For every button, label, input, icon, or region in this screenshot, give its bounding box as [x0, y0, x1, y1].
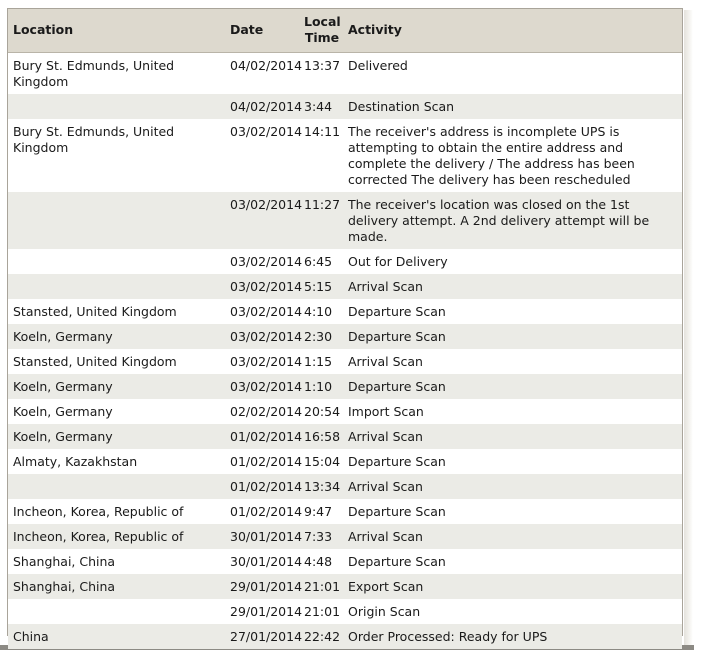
cell-location	[8, 599, 226, 624]
cell-location: Stansted, United Kingdom	[13, 303, 177, 319]
cell-activity: Import Scan	[348, 403, 424, 419]
cell-local-time: 13:37	[304, 57, 341, 73]
cell-local-time: 4:10	[304, 303, 333, 319]
cell-date: 01/02/2014	[230, 453, 303, 469]
cell-local-time: 11:27	[304, 196, 341, 212]
table-row	[8, 474, 682, 499]
cell-date: 03/02/2014	[230, 328, 303, 344]
table-row	[8, 52, 682, 94]
cell-location	[8, 274, 226, 299]
table-row	[8, 499, 682, 524]
column-header-local-time-line1: Local	[304, 14, 341, 30]
cell-location: Koeln, Germany	[13, 428, 113, 444]
cell-activity: Destination Scan	[348, 98, 455, 114]
cell-local-time: 4:48	[304, 553, 333, 569]
table-row	[8, 94, 682, 119]
cell-date: 03/02/2014	[230, 196, 303, 212]
cell-date: 04/02/2014	[230, 98, 303, 114]
table-row	[8, 449, 682, 474]
cell-location: Koeln, Germany	[13, 328, 113, 344]
cell-activity: Export Scan	[348, 578, 424, 594]
shipment-progress-table	[8, 9, 682, 649]
table-row	[8, 249, 682, 274]
cell-location: Shanghai, China	[13, 553, 116, 569]
table-row	[8, 299, 682, 324]
cell-date: 04/02/2014	[230, 57, 303, 73]
cell-location: Koeln, Germany	[13, 403, 113, 419]
cell-local-time: 5:15	[304, 278, 333, 294]
cell-date: 03/02/2014	[230, 253, 303, 269]
cell-activity: Departure Scan	[348, 453, 446, 469]
cell-activity: Departure Scan	[348, 378, 446, 394]
cell-local-time: 15:04	[304, 453, 341, 469]
table-row	[8, 624, 682, 649]
cell-location: Stansted, United Kingdom	[13, 353, 177, 369]
cell-location	[8, 94, 226, 119]
cell-date: 02/02/2014	[230, 403, 303, 419]
column-header-activity: Activity	[348, 22, 402, 38]
cell-location: Incheon, Korea, Republic of	[13, 503, 184, 519]
column-header-location: Location	[13, 22, 74, 38]
cell-local-time: 16:58	[304, 428, 341, 444]
cell-activity: Departure Scan	[348, 328, 446, 344]
cell-activity: Departure Scan	[348, 303, 446, 319]
cell-location: Koeln, Germany	[13, 378, 113, 394]
cell-activity: Arrival Scan	[348, 528, 423, 544]
cell-date: 03/02/2014	[230, 353, 303, 369]
cell-date: 29/01/2014	[230, 578, 303, 594]
cell-local-time: 3:44	[304, 98, 333, 114]
cell-date: 01/02/2014	[230, 503, 303, 519]
cell-local-time: 1:10	[304, 378, 333, 394]
table-row	[8, 574, 682, 599]
cell-local-time: 14:11	[304, 123, 341, 139]
cell-activity: Arrival Scan	[348, 478, 423, 494]
cell-local-time: 6:45	[304, 253, 333, 269]
table-row	[8, 549, 682, 574]
column-header-local-time	[300, 9, 344, 52]
table-row	[8, 599, 682, 624]
frame-shadow	[684, 10, 693, 650]
cell-local-time: 2:30	[304, 328, 333, 344]
cell-location: Bury St. Edmunds, United Kingdom	[13, 123, 175, 155]
cell-activity: Arrival Scan	[348, 278, 423, 294]
cell-location: Shanghai, China	[13, 578, 116, 594]
cell-activity: The receiver's location was closed on the 1st delivery attempt. A 2nd delivery attempt will be made.	[348, 196, 650, 244]
table-row	[8, 324, 682, 349]
cell-local-time: 9:47	[304, 503, 333, 519]
table-row	[8, 274, 682, 299]
cell-activity: Departure Scan	[348, 553, 446, 569]
cell-date: 03/02/2014	[230, 303, 303, 319]
cell-location	[8, 192, 226, 249]
cell-activity: Arrival Scan	[348, 428, 423, 444]
cell-activity: Origin Scan	[348, 603, 421, 619]
cell-location: Incheon, Korea, Republic of	[13, 528, 184, 544]
cell-local-time: 22:42	[304, 628, 341, 644]
cell-date: 30/01/2014	[230, 553, 303, 569]
cell-date: 03/02/2014	[230, 123, 303, 139]
table-row	[8, 349, 682, 374]
cell-date: 01/02/2014	[230, 478, 303, 494]
cell-location: China	[13, 628, 49, 644]
shipment-progress-panel	[7, 8, 683, 644]
cell-date: 27/01/2014	[230, 628, 303, 644]
cell-date: 30/01/2014	[230, 528, 303, 544]
cell-activity: Delivered	[348, 57, 408, 73]
cell-location	[8, 474, 226, 499]
column-header-date: Date	[230, 22, 264, 38]
cell-local-time: 20:54	[304, 403, 341, 419]
cell-local-time: 21:01	[304, 603, 341, 619]
cell-date: 29/01/2014	[230, 603, 303, 619]
cell-date: 03/02/2014	[230, 378, 303, 394]
table-row	[8, 399, 682, 424]
table-row	[8, 424, 682, 449]
cell-date: 01/02/2014	[230, 428, 303, 444]
table-row	[8, 119, 682, 192]
cell-date: 03/02/2014	[230, 278, 303, 294]
cell-location: Almaty, Kazakhstan	[13, 453, 138, 469]
cell-activity: The receiver's address is incomplete UPS is attempting to obtain the entire address and complete the delivery / The address has been corrected The delivery has been rescheduled	[348, 123, 635, 187]
table-row	[8, 524, 682, 549]
cell-local-time: 7:33	[304, 528, 333, 544]
cell-activity: Order Processed: Ready for UPS	[348, 628, 548, 644]
cell-local-time: 13:34	[304, 478, 341, 494]
cell-activity: Arrival Scan	[348, 353, 423, 369]
table-row	[8, 374, 682, 399]
table-row	[8, 192, 682, 249]
table-header	[8, 9, 682, 52]
header-row	[8, 9, 682, 52]
column-header-local-time-line2: Time	[304, 30, 340, 46]
cell-activity: Out for Delivery	[348, 253, 448, 269]
cell-local-time: 1:15	[304, 353, 333, 369]
cell-activity: Departure Scan	[348, 503, 446, 519]
cell-location	[8, 249, 226, 274]
cell-location: Bury St. Edmunds, United Kingdom	[13, 57, 175, 89]
table-body	[8, 52, 682, 649]
cell-local-time: 21:01	[304, 578, 341, 594]
